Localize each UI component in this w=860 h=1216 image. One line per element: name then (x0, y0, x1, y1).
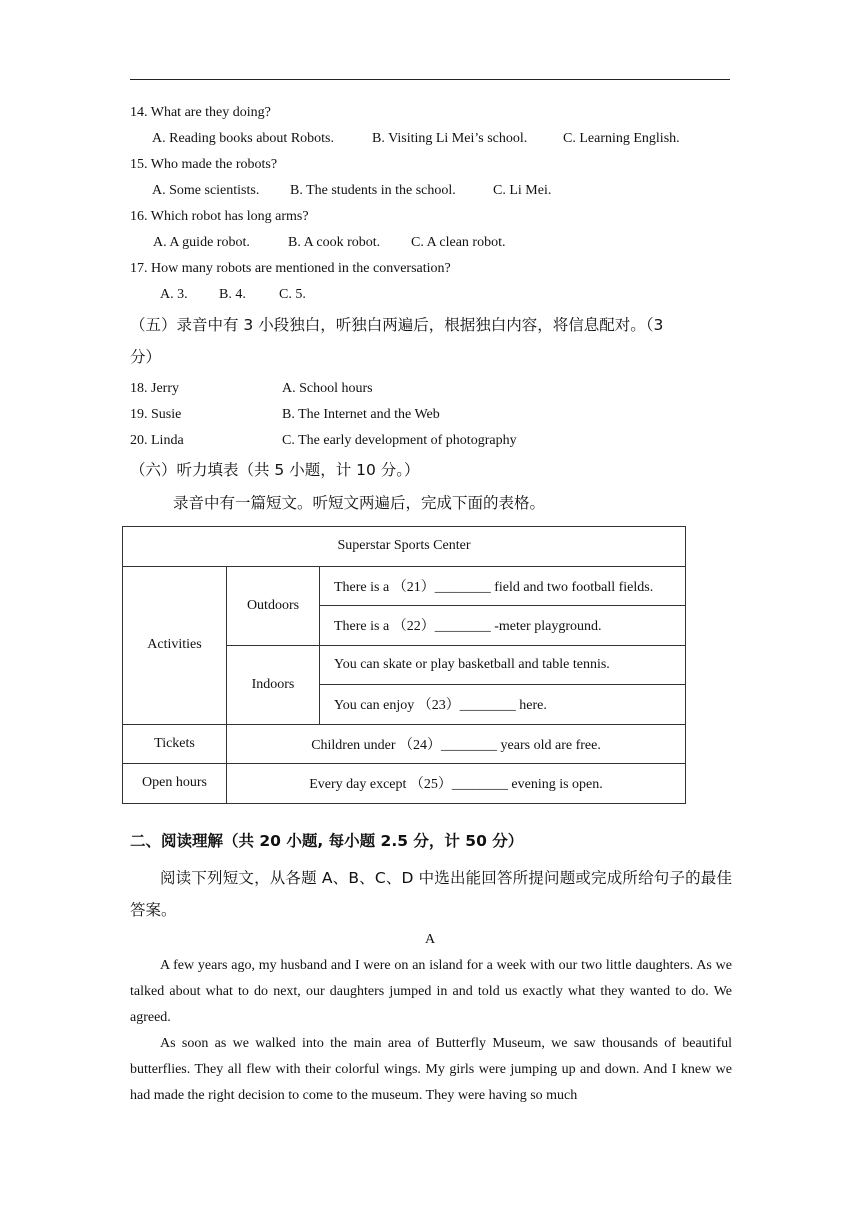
table-row-21: There is a （21）________ field and two football fields. (320, 566, 686, 606)
option-14a: A. Reading books about Robots. (152, 131, 334, 146)
option-17b: B. 4. (219, 287, 246, 302)
table-row-25: Every day except （25）________ evening is open. (227, 764, 686, 804)
match-right-a: A. School hours (282, 381, 373, 396)
question-15: 15. Who made the robots? (130, 157, 278, 172)
option-16a: A. A guide robot. (153, 235, 250, 250)
table-row-indoor: You can skate or play basketball and table tennis. (320, 645, 686, 685)
part2-instruction: 阅读下列短文，从各题 A、B、C、D 中选出能回答所提问题或完成所给句子的最佳答案。 (130, 869, 732, 919)
section6-heading: （六）听力填表（共 5 小题，计 10 分。） (130, 461, 420, 479)
section6-instruction: 录音中有一篇短文。听短文两遍后，完成下面的表格。 (173, 494, 546, 512)
option-15a: A. Some scientists. (152, 183, 260, 198)
match-left-19: 19. Susie (130, 407, 182, 422)
question-14: 14. What are they doing? (130, 105, 271, 120)
option-15b: B. The students in the school. (290, 183, 456, 198)
option-15c: C. Li Mei. (493, 183, 552, 198)
option-17c: C. 5. (279, 287, 306, 302)
option-14c: C. Learning English. (563, 131, 680, 146)
option-14b: B. Visiting Li Mei’s school. (372, 131, 528, 146)
table-row-23: You can enjoy （23）________ here. (320, 685, 686, 725)
table-tickets-label: Tickets (123, 724, 227, 764)
passage-label: A (425, 932, 436, 947)
listening-table (122, 526, 686, 804)
match-right-c: C. The early development of photography (282, 433, 517, 448)
table-outdoors-label: Outdoors (227, 566, 320, 645)
part2-heading: 二、阅读理解（共 20 小题, 每小题 2.5 分，计 50 分） (130, 832, 524, 850)
match-right-b: B. The Internet and the Web (282, 407, 440, 422)
question-16: 16. Which robot has long arms? (130, 209, 309, 224)
table-activities-label: Activities (123, 566, 227, 724)
option-16b: B. A cook robot. (288, 235, 381, 250)
table-open-hours-label: Open hours (123, 764, 227, 804)
question-17: 17. How many robots are mentioned in the conversation? (130, 261, 451, 276)
passage-para-2: As soon as we walked into the main area of Butterfly Museum, we saw thousands of beautiful butterflies. They all flew with their colorful wings. My girls were jumping up and down. And I knew we had made the right decision to come to the museum. They were having so much (130, 1036, 732, 1103)
table-indoors-label: Indoors (227, 645, 320, 724)
table-row-22: There is a （22）________ -meter playground. (320, 606, 686, 646)
option-16c: C. A clean robot. (411, 235, 506, 250)
header-rule (130, 79, 730, 80)
match-left-18: 18. Jerry (130, 381, 179, 396)
match-left-20: 20. Linda (130, 433, 184, 448)
section5-heading-line2: 分） (130, 348, 162, 366)
option-17a: A. 3. (160, 287, 188, 302)
passage-para-1: A few years ago, my husband and I were on an island for a week with our two little daughters. As we talked about what to do next, our daughters jumped in and told us exactly what they wanted to do. We agreed. (130, 958, 732, 1025)
table-title: Superstar Sports Center (123, 527, 686, 567)
section5-heading-line1: （五）录音中有 3 小段独白，听独白两遍后，根据独白内容，将信息配对。（3 (130, 316, 664, 334)
table-row-24: Children under （24）________ years old are free. (227, 724, 686, 764)
